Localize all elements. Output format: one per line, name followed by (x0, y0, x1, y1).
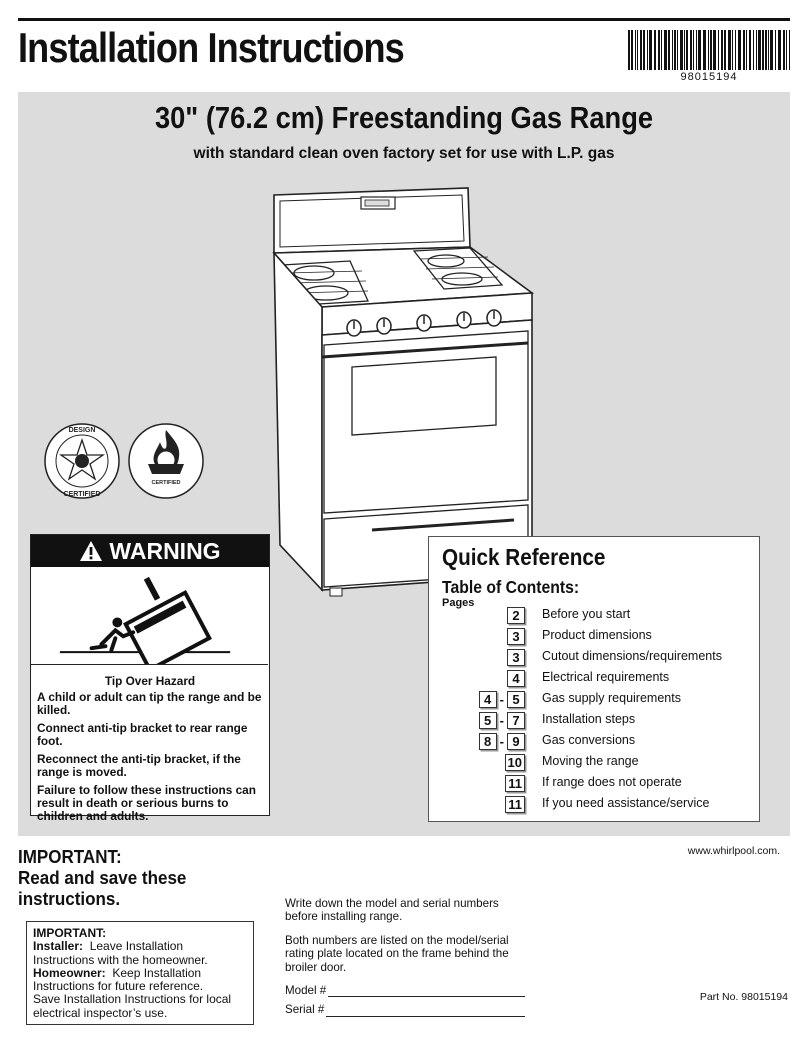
quick-reference-title: Quick Reference (442, 544, 606, 570)
toc-item-label: If range does not operate (542, 775, 682, 789)
flame-certified-seal-icon (129, 424, 203, 498)
warning-hazard: Tip Over Hazard (104, 674, 196, 688)
barcode-number: 98015194 (680, 71, 738, 83)
toc-title: Table of Contents: (442, 577, 580, 597)
product-title-text: 30" (76.2 cm) Freestanding Gas Range (154, 100, 654, 135)
homeowner-note (33, 967, 247, 994)
toc-page: 5 (507, 691, 525, 708)
toc-pages-label: Pages (442, 597, 475, 609)
quick-reference (428, 536, 760, 822)
part-number: Part No. 98015194 (699, 991, 788, 1003)
toc-item-label: If you need assistance/service (542, 796, 710, 810)
toc-page: 11 (505, 775, 525, 792)
serial-field[interactable] (285, 1003, 525, 1016)
important-box-title: IMPORTANT: (33, 926, 107, 940)
toc-item-label: Before you start (542, 607, 631, 621)
toc-page: 8 (479, 733, 497, 750)
installer-note (33, 940, 247, 967)
toc-item[interactable] (429, 606, 759, 624)
warning-paragraph: Reconnect the anti-tip bracket, if the range is moved. (37, 752, 241, 779)
toc-item-label: Gas conversions (542, 733, 636, 747)
warning-title: WARNING (109, 537, 221, 564)
design-certified-seal-icon (45, 424, 119, 498)
warning-paragraph: A child or adult can tip the range and be killed. (37, 690, 262, 717)
warning-paragraph: Connect anti-tip bracket to rear range foot. (37, 721, 248, 748)
toc-page: 4 (507, 670, 525, 687)
toc-item[interactable]: 5 - 7 Installation steps (429, 711, 759, 729)
certification-logos (42, 418, 208, 504)
toc-item-label: Installation steps (542, 712, 636, 726)
warning-text (31, 670, 269, 823)
design-seal-bottom-text: CERTIFIED (63, 491, 101, 498)
model-field[interactable] (285, 984, 525, 997)
toc-item-label: Gas supply requirements (542, 691, 681, 705)
toc-item-label: Electrical requirements (542, 670, 670, 684)
toc-item[interactable] (429, 753, 759, 771)
homeowner-text: Keep Installation Instructions for future reference. (33, 965, 204, 994)
warning-paragraph: Failure to follow these instructions can result in death or serious burns to children and adults. (37, 783, 256, 823)
important-heading-line: IMPORTANT: (18, 846, 122, 867)
save-note: Save Installation Instructions for local electrical inspector’s use. (33, 992, 232, 1020)
toc-page: 2 (507, 607, 525, 624)
design-seal-top-text: DESIGN (68, 427, 96, 434)
toc-item[interactable]: 8 - 9 Gas conversions (429, 732, 759, 750)
serial-label: Serial # (285, 1003, 325, 1017)
toc-page: 4 (479, 691, 497, 708)
toc-page: 3 (507, 649, 525, 666)
installer-text: Leave Installation Instructions with the homeowner. (33, 939, 208, 967)
toc-item[interactable]: 4 - 5 Gas supply requirements (429, 690, 759, 708)
serial-info (285, 897, 525, 1023)
top-rule (18, 18, 790, 21)
warning-triangle-icon (79, 540, 103, 562)
toc-page: 11 (505, 796, 525, 813)
serial-info-line: Write down the model and serial numbers before installing range. (285, 897, 499, 924)
toc-item-label: Moving the range (542, 754, 639, 768)
installer-label: Installer: (33, 939, 84, 954)
model-blank[interactable] (328, 986, 525, 997)
website-link[interactable]: www.whirlpool.com. (687, 845, 780, 857)
serial-blank[interactable] (326, 1006, 525, 1017)
serial-info-line: Both numbers are listed on the model/serial rating plate located on the frame behind the broiler door. (285, 933, 509, 974)
toc-page: 10 (505, 754, 525, 771)
toc-page: 9 (507, 733, 525, 750)
toc-page: 7 (507, 712, 525, 729)
toc-item-label: Cutout dimensions/requirements (542, 649, 722, 663)
important-heading (18, 846, 186, 909)
tip-over-pictogram-icon (31, 567, 268, 665)
flame-seal-text: CERTIFIED (151, 480, 181, 486)
tip-over-warning (30, 534, 270, 823)
important-box (26, 921, 254, 1025)
product-title (18, 100, 790, 136)
important-heading-line: instructions. (18, 888, 121, 909)
product-subtitle: with standard clean oven factory set for use with L.P. gas (193, 145, 615, 162)
toc-item-label: Product dimensions (542, 628, 652, 642)
toc-page: 3 (507, 628, 525, 645)
toc-item[interactable] (429, 648, 759, 666)
model-label: Model # (285, 984, 327, 998)
important-heading-line: Read and save these (18, 867, 187, 888)
toc-item[interactable] (429, 669, 759, 687)
page-title: Installation Instructions (18, 24, 404, 71)
toc-item[interactable] (429, 627, 759, 645)
barcode-image (628, 30, 790, 70)
homeowner-label: Homeowner: (33, 965, 106, 980)
toc-item[interactable] (429, 774, 759, 792)
warning-header (31, 535, 269, 567)
toc-page: 5 (479, 712, 497, 729)
toc-item[interactable] (429, 795, 759, 813)
